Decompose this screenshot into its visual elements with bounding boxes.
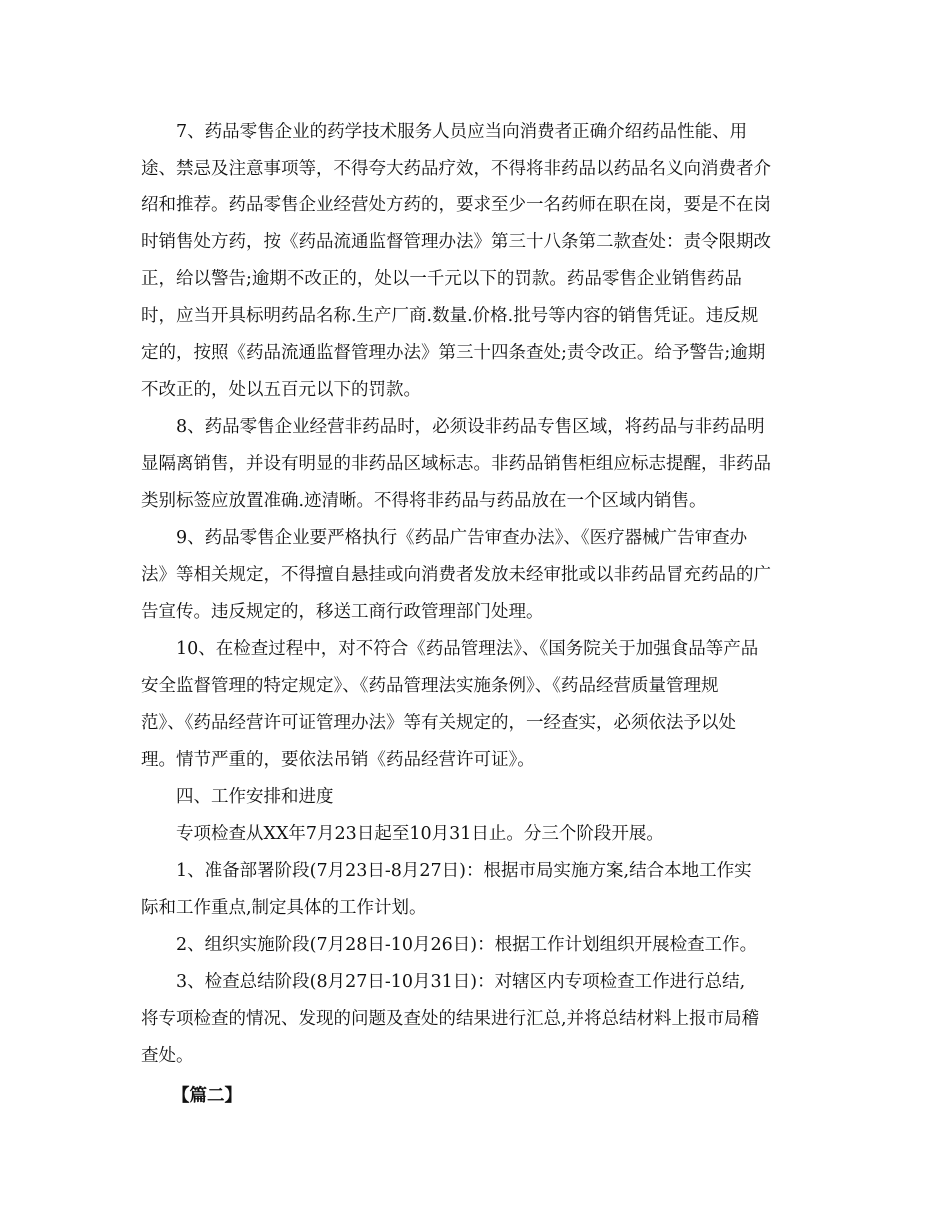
para-7-line-2: 途、禁忌及注意事项等，不得夸大药品疗效，不得将非药品以药品名义向消费者介 [141,159,771,179]
para-10-line-2: 安全监督管理的特定规定》、《药品管理法实施条例》、《药品经营质量管理规 [141,676,719,696]
para-7-line-6: 时，应当开具标明药品名称.生产厂商.数量.价格.批号等内容的销售凭证。违反规 [141,306,759,326]
para-8-line-2: 显隔离销售，并设有明显的非药品区域标志。非药品销售柜组应标志提醒，非药品 [141,454,771,474]
para-9-line-2: 法》等相关规定，不得擅自悬挂或向消费者发放未经审批或以非药品冒充药品的广 [141,565,771,585]
para-10-line-3: 范》、《药品经营许可证管理办法》等有关规定的，一经查实，必须依法予以处 [141,713,736,733]
phase-2-line-1: 2、组织实施阶段(7月28日-10月26日)：根据工作计划组织开展检查工作。 [176,935,758,955]
para-10-line-4: 理。情节严重的，要依法吊销《药品经营许可证》。 [141,750,535,770]
phase-3-line-3: 查处。 [141,1046,194,1066]
para-7-line-8: 不改正的，处以五百元以下的罚款。 [141,380,421,400]
part-two-heading: 【篇二】 [172,1086,242,1106]
para-7-line-4: 时销售处方药，按《药品流通监督管理办法》第三十八条第二款查处：责令限期改 [141,232,771,252]
para-8-line-1: 8、药品零售企业经营非药品时，必须设非药品专售区域，将药品与非药品明 [176,417,765,437]
para-7-line-5: 正，给以警告;逾期不改正的，处以一千元以下的罚款。药品零售企业销售药品 [141,269,742,289]
phase-1-line-1: 1、准备部署阶段(7月23日-8月27日)：根据市局实施方案,结合本地工作实 [176,861,752,881]
para-9-line-3: 告宣传。违反规定的，移送工商行政管理部门处理。 [141,602,544,622]
phase-3-line-1: 3、检查总结阶段(8月27日-10月31日)：对辖区内专项检查工作进行总结, [176,972,746,992]
para-7-line-1: 7、药品零售企业的药学技术服务人员应当向消费者正确介绍药品性能、用 [176,122,748,142]
para-8-line-3: 类别标签应放置准确.迹清晰。不得将非药品与药品放在一个区域内销售。 [141,491,707,511]
para-9-line-1: 9、药品零售企业要严格执行《药品广告审查办法》、《医疗器械广告审查办 [176,528,748,548]
schedule-intro: 专项检查从XX年7月23日起至10月31日止。分三个阶段开展。 [176,824,664,844]
phase-1-line-2: 际和工作重点,制定具体的工作计划。 [141,898,427,918]
para-7-line-3: 绍和推荐。药品零售企业经营处方药的，要求至少一名药师在职在岗，要是不在岗 [141,195,771,215]
phase-3-line-2: 将专项检查的情况、发现的问题及查处的结果进行汇总,并将总结材料上报市局稽 [141,1009,760,1029]
section-heading: 四、工作安排和进度 [176,787,334,807]
para-7-line-7: 定的，按照《药品流通监督管理办法》第三十四条查处;责令改正。给予警告;逾期 [141,343,766,363]
para-10-line-1: 10、在检查过程中，对不符合《药品管理法》、《国务院关于加强食品等产品 [176,639,759,659]
